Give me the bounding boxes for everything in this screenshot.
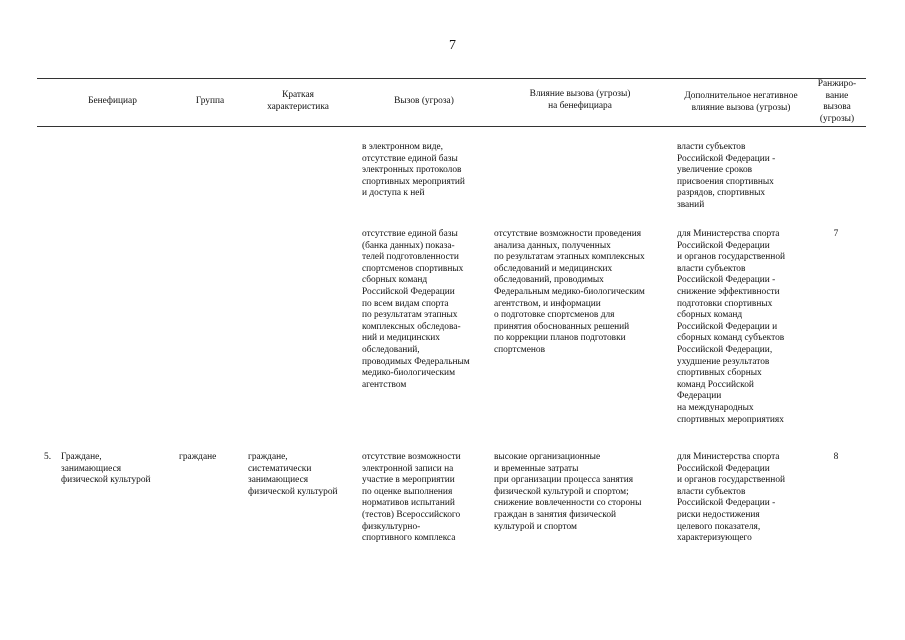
cell-beneficiary: Граждане, занимающиеся физической культурой — [61, 452, 151, 486]
header-beneficiary: Бенефициар — [88, 96, 137, 106]
table-header-rule — [37, 126, 866, 127]
cell-challenge: в электронном виде, отсутствие единой базы электронных протоколов спортивных мероприятий и доступа к ней — [362, 142, 465, 199]
cell-row-number: 5. — [44, 452, 52, 462]
cell-group: граждане — [179, 452, 217, 462]
header-challenge: Вызов (угроза) — [394, 96, 454, 106]
header-ranking: Ранжиро- вание вызова (угрозы) — [817, 79, 857, 124]
cell-challenge: отсутствие единой базы (банка данных) показа- телей подготовленности спортсменов спортивных сборных команд Российской Федерации по всем видам спорта по результатам этапных комплексных обследова- ний и медицинских обследований, проводимых Федеральным медико-биологическим агентством — [362, 229, 470, 390]
cell-influence: отсутствие возможности проведения анализа данных, полученных по результатам этапных комплексных обследований и медицинских обследований, проводимых Федеральным медико-биологическим агентством, и информации о подготовке спортсменов для принятия обоснованных решений по коррекции планов подготовки спортсменов — [494, 229, 645, 355]
cell-additional-influence: для Министерства спорта Российской Федерации и органов государственной власти субъектов Российской Федерации - снижение эффективности подготовки спортивных сборных команд Российской Федерации и сборных команд субъектов Российской Федерации, ухудшение результатов спортивных сборных команд Российской Федерации на международных спортивных мероприятиях — [677, 229, 786, 425]
table-top-rule — [37, 78, 866, 79]
header-brief-characteristic: Краткая характеристика — [267, 90, 329, 112]
cell-additional-influence: для Министерства спорта Российской Федерации и органов государственной власти субъектов Российской Федерации - риски недостижения целевого показателя, характеризующего — [677, 452, 786, 544]
header-group: Группа — [195, 96, 225, 106]
page-number: 7 — [449, 38, 456, 53]
cell-brief-characteristic: граждане, систематически занимающиеся физической культурой — [248, 452, 338, 497]
cell-additional-influence: власти субъектов Российской Федерации - увеличение сроков присвоения спортивных разрядов, спортивных званий — [677, 142, 776, 210]
header-additional-influence: Дополнительное негативное влияние вызова (угрозы) — [684, 91, 798, 113]
cell-challenge: отсутствие возможности электронной записи на участие в мероприятии по оценке выполнения нормативов испытаний (тестов) Всероссийского физкультурно- спортивного комплекса — [362, 452, 461, 544]
cell-ranking: 8 — [833, 452, 839, 462]
cell-influence: высокие организационные и временные затраты при организации процесса занятия физической культурой и спортом; снижение вовлеченности со стороны граждан в занятия физической культурой и спортом — [494, 452, 642, 532]
cell-ranking: 7 — [833, 229, 839, 239]
header-influence: Влияние вызова (угрозы) на бенефициара — [529, 89, 631, 111]
